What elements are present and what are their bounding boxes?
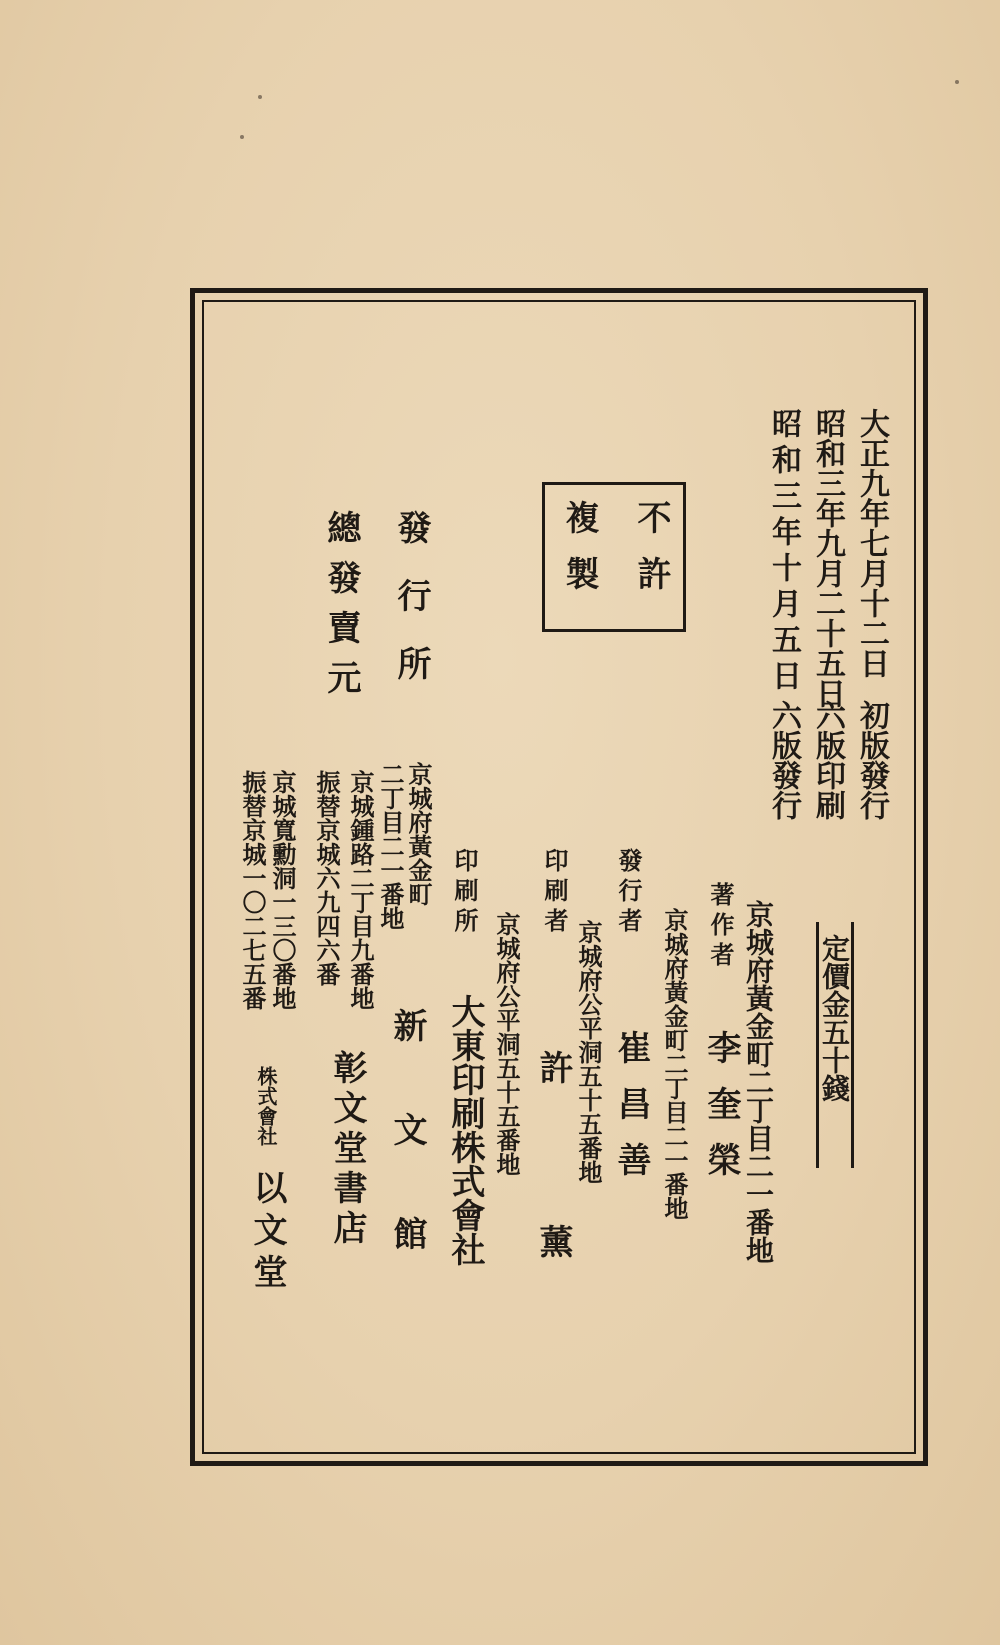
publisher-role: 發行所: [391, 510, 431, 714]
first-edition-date: 大正九年七月十二日: [854, 408, 889, 678]
sixth-issue-label: 六版發行: [766, 700, 801, 820]
general-seller-account: 振替京城一〇二七五番: [238, 770, 267, 1010]
ink-speck: [240, 135, 244, 139]
price-label: 定價金五十錢: [818, 934, 851, 1102]
sixth-print-label: 六版印刷: [810, 700, 845, 820]
publisher-address2: 二丁目二一番地: [376, 762, 405, 930]
print-shop-address: 京城府公平洞五十五番地: [492, 912, 521, 1176]
author-address: 京城府黃金町二丁目二一番地: [742, 900, 775, 1264]
author-role: 著作者: [706, 882, 735, 972]
issuer-role: 發行者: [614, 848, 643, 938]
issuer-address: 京城府黃金町二丁目二一番地: [660, 908, 689, 1220]
distributor-name: 彰文堂書店: [327, 1050, 367, 1250]
sixth-print-date: 昭和三年九月二十五日: [810, 408, 845, 708]
publisher-address1: 京城府黃金町: [404, 762, 433, 906]
general-seller-address: 京城寬勳洞一三〇番地: [268, 770, 297, 1010]
distributor-address: 京城鍾路二丁目九番地: [346, 770, 375, 1010]
issuer-name: 崔昌善: [611, 1030, 651, 1198]
first-edition-label: 初版發行: [854, 700, 889, 820]
no-copy-line2: 複製: [559, 500, 599, 612]
sixth-issue-date: 昭和三年十月五日: [766, 408, 801, 696]
printer-name: 許薰: [533, 1050, 573, 1398]
printer-address: 京城府公平洞五十五番地: [574, 920, 603, 1184]
print-shop-name: 大東印刷株式會社: [445, 994, 485, 1266]
general-seller-role: 總發賣元: [321, 510, 361, 710]
general-seller-name: 以文堂: [247, 1170, 287, 1296]
printer-role: 印刷者: [540, 848, 569, 938]
ink-speck: [258, 95, 262, 99]
publisher-name: 新文館: [387, 1008, 427, 1320]
general-seller-company-type: 株式會社: [254, 1066, 278, 1146]
print-shop-role: 印刷所: [450, 848, 479, 938]
ink-speck: [955, 80, 959, 84]
distributor-account: 振替京城六九四六番: [312, 770, 341, 986]
no-copy-line1: 不許: [631, 500, 671, 612]
author-name: 李奎榮: [701, 1030, 741, 1198]
